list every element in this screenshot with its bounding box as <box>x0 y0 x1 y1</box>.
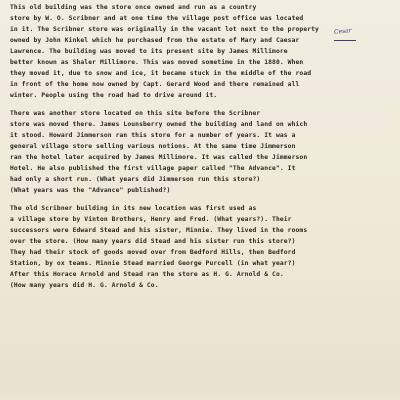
strikethrough-mark <box>334 40 356 41</box>
text-line: store by W. O. Scribner and at one time the village post office was located <box>10 15 304 22</box>
text-line: Hotel. He also published the first village paper called "The Advance". It <box>10 165 296 172</box>
text-line: ran the hotel later acquired by James Millimore. It was called the Jimmerson <box>10 154 308 161</box>
text-line: This old building was the store once owned and run as a country <box>10 4 257 11</box>
text-line: Lawrence. The building was moved to its present site by James Millimore <box>10 48 288 55</box>
page-edge <box>0 390 400 400</box>
text-line: a village store by Vinton Brothers, Henry and Fred. (What years?). Their <box>10 216 292 223</box>
text-line: owned by John Kinkel which he purchased from the estate of Mary and Caesar <box>10 37 300 44</box>
text-line: they moved it, due to snow and ice, it became stuck in the middle of the road <box>10 70 312 77</box>
text-line: it stood. Howard Jimmerson ran this store for a number of years. It was a <box>10 132 296 139</box>
text-line: over the store. (How many years did Stead and his sister run this store?) <box>10 238 296 245</box>
text-line: successors were Edward Stead and his sister, Minnie. They lived in the rooms <box>10 227 308 234</box>
text-line: They had their stock of goods moved over from Bedford Hills, then Bedford <box>10 249 296 256</box>
handwritten-correction: Cesar <box>333 27 352 36</box>
text-line: (What years was the "Advance" published?) <box>10 187 171 194</box>
text-line: Station, by ox teams. Minnie Stead married George Purcell (in what year?) <box>10 260 296 267</box>
text-line: (How many years did H. G. Arnold & Co. <box>10 282 159 289</box>
text-line: general village store selling various notions. At the same time Jimmerson <box>10 143 296 150</box>
text-line: winter. People using the road had to drive around it. <box>10 92 218 99</box>
text-line: better known as Shaler Millimore. This was moved sometime in the 1880. When <box>10 59 304 66</box>
text-line: in front of the home now owned by Capt. Gerard Wood and there remained all <box>10 81 300 88</box>
text-line: had only a short run. (What years did Jimmerson run this store?) <box>10 176 261 183</box>
text-line: The old Scribner building in its new location was first used as <box>10 205 257 212</box>
text-line: in it. The Scribner store was originally in the vacant lot next to the property <box>10 26 319 33</box>
text-line: store was moved there. James Lounsberry owned the building and land on which <box>10 121 308 128</box>
text-line: There was another store located on this site before the Scribner <box>10 110 261 117</box>
text-line: After this Horace Arnold and Stead ran the store as H. G. Arnold & Co. <box>10 271 284 278</box>
